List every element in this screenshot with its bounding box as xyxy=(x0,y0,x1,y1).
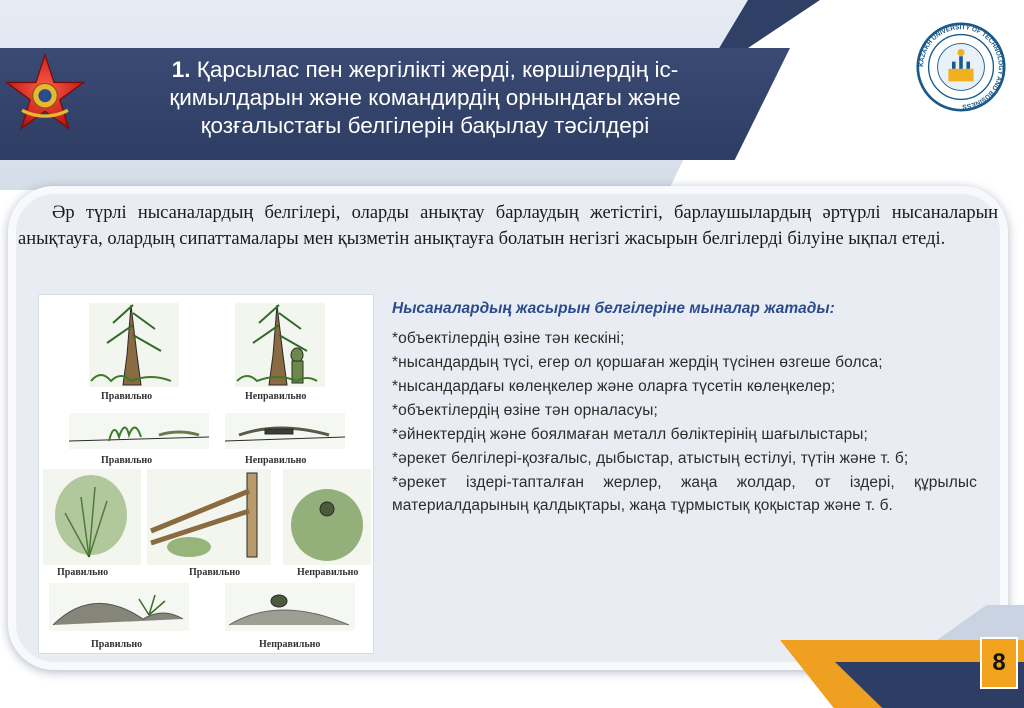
caption-row4-left: Правильно xyxy=(91,639,143,650)
intro-paragraph: Әр түрлі нысаналардың белгілері, оларды анықтау барлаудың жетістігі, барлаушылардың әртүрлі нысаналарын анықтауға, олардың сипаттамалары мен қызметін анықтауға болатын негізгі жасырын белгілерді білуіне ықпал етеді. xyxy=(18,203,998,249)
caption-row3-right: Неправильно xyxy=(297,567,359,578)
list-item: *объектілердің өзіне тән кескіні; xyxy=(392,330,625,347)
caption-row2-right: Неправильно xyxy=(245,455,307,466)
caption-row1-left: Правильно xyxy=(101,391,153,402)
list-item: *әрекет іздері-тапталған жерлер, жаңа жолдар, от іздері, құрылыс материалдарының қалдықтары, жаңа тұрмыстық қоқыстар және т. б. xyxy=(392,474,977,514)
university-seal-icon xyxy=(916,22,1006,112)
caption-row3-mid: Правильно xyxy=(189,567,241,578)
page-title xyxy=(100,56,750,140)
title-line-1: Қарсылас пен жергілікті жерді, көршілердің іс- xyxy=(190,57,679,82)
list-item: *объектілердің өзіне тән орналасуы; xyxy=(392,402,658,419)
signs-list xyxy=(392,327,977,518)
page-number: 8 xyxy=(980,637,1018,689)
caption-row1-right: Неправильно xyxy=(245,391,307,402)
caption-row4-right: Неправильно xyxy=(259,639,321,650)
caption-row2-left: Правильно xyxy=(101,455,153,466)
title-line-3: қозғалыстағы белгілерін бақылау тәсілдері xyxy=(200,113,650,138)
list-title: Нысаналардың жасырын белгілеріне мыналар жатады: xyxy=(392,300,835,317)
list-item: *нысандардағы көлеңкелер және оларға түсетін көлеңкелер; xyxy=(392,378,836,395)
caption-row3-left: Правильно xyxy=(57,567,109,578)
title-number: 1. xyxy=(171,57,191,82)
list-item: *әрекет белгілері-қозғалыс, дыбыстар, атыстың естілуі, түтін және т. б; xyxy=(392,450,909,467)
title-line-2: қимылдарын және командирдің орнындағы және xyxy=(169,85,681,110)
camouflage-drawings-icon xyxy=(39,295,375,655)
svg-text:KAZAKH UNIVERSITY OF TECHNOLOG: KAZAKH UNIVERSITY OF TECHNOLOGY AND BUSINESS xyxy=(918,24,1004,110)
list-item: *әйнектердің және боялмаған металл бөліктерінің шағылыстары; xyxy=(392,426,868,443)
red-star-emblem-icon xyxy=(4,52,86,136)
list-item: *нысандардың түсі, егер ол қоршаған жердің түсінен өзгеше болса; xyxy=(392,354,883,371)
camouflage-illustration xyxy=(38,294,374,654)
